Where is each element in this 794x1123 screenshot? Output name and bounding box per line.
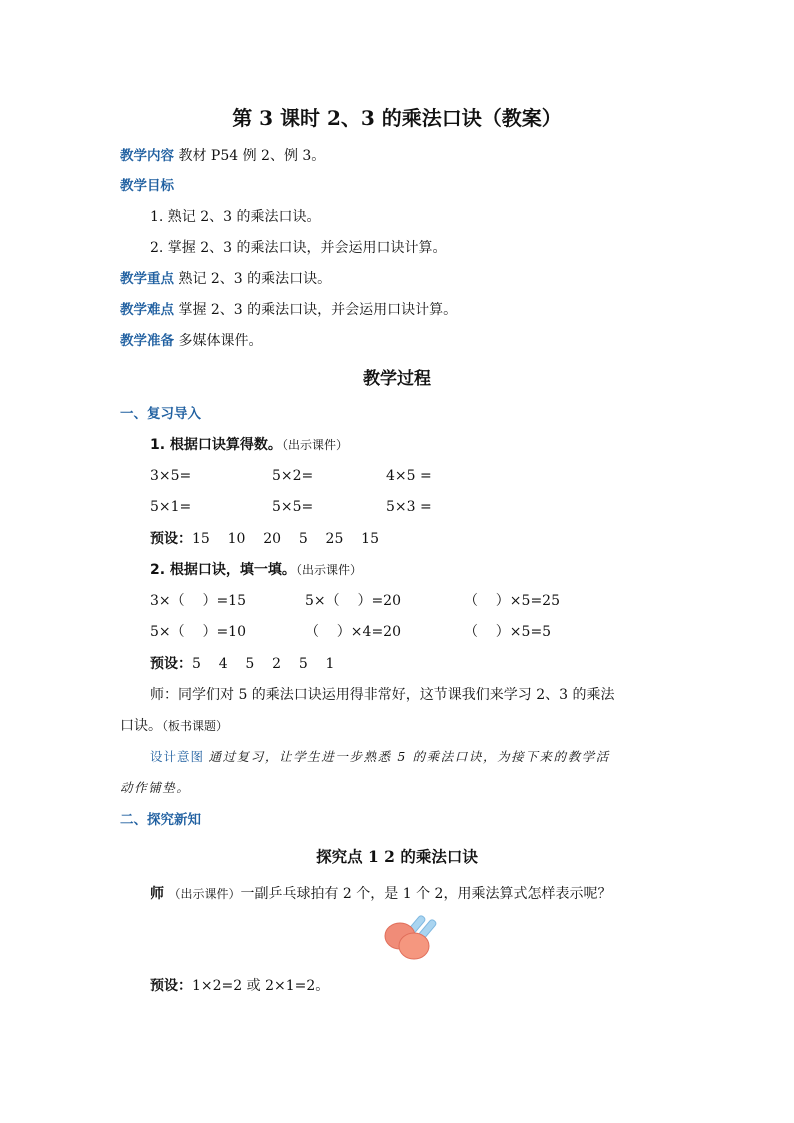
teacher-line-2: 口诀。 [120,718,162,734]
teaching-difficulty [120,300,457,320]
q1-title: 1. 根据口诀算得数。 [150,437,282,453]
key-label: 教学重点 [120,271,174,287]
q2-r2-c3: （ ）×5=5 [464,624,552,640]
goal-item-2: 2. 掌握 2、3 的乘法口诀，并会运用口诀计算。 [150,240,447,256]
process-title: 教学过程 [363,369,431,389]
q1-r1-c1: 3×5= [150,468,192,484]
q1-r1-c3: 4×5 = [386,468,432,484]
key-text: 熟记 2、3 的乘法口诀。 [178,271,332,287]
teaching-content [120,146,325,166]
q1-r2-c2: 5×5= [272,499,314,515]
explore-teacher-row [150,884,611,904]
q2-note: （出示课件） [295,563,362,577]
part2-heading: 二、探究新知 [120,812,201,828]
prep-text: 多媒体课件。 [178,333,263,349]
teacher-note: （板书课题） [162,719,229,733]
content-text: 教材 P54 例 2、例 3。 [178,148,326,164]
q1-note: （出示课件） [281,438,348,452]
q1-r1-c2: 5×2= [272,468,314,484]
explore-subtitle: 探究点 1 2 的乘法口诀 [316,847,478,866]
teaching-key [120,269,331,289]
q1-r2-c3: 5×3 = [386,499,432,515]
explore-answer-text: 1×2=2 或 2×1=2。 [192,978,330,994]
q1-r2-c1: 5×1= [150,499,192,515]
goal-item-1: 1. 熟记 2、3 的乘法口诀。 [150,209,321,225]
q1-answer: 15 10 20 5 25 15 [192,531,379,547]
explore-answer-label: 预设： [150,978,192,994]
design-line-1: 通过复习，让学生进一步熟悉 5 的乘法口诀，为接下来的教学活 [208,749,610,764]
design-intent-row [150,747,610,767]
design-line-2: 动作铺垫。 [120,780,191,795]
q2-r1-c3: （ ）×5=25 [464,593,560,609]
q2-answer-row [150,654,334,674]
teaching-prep [120,331,262,351]
page-title: 第 3 课时 2、3 的乘法口诀（教案） [232,106,562,130]
q1-answer-label: 预设： [150,531,192,547]
difficulty-label: 教学难点 [120,302,174,318]
difficulty-text: 掌握 2、3 的乘法口诀，并会运用口诀计算。 [178,302,458,318]
explore-teacher-label: 师 [150,886,164,902]
q2-answer-label: 预设： [150,656,192,672]
design-label: 设计意图 [150,749,205,764]
teaching-goal-label-row [120,176,174,196]
explore-answer-row [150,976,329,996]
q2-r2-c1: 5×（ ）=10 [150,624,246,640]
q2-r1-c2: 5×（ ）=20 [305,593,401,609]
explore-teacher-note: （出示课件） [168,887,241,901]
q2-r1-c1: 3×（ ）=15 [150,593,246,609]
ping-pong-paddles-icon [380,910,448,966]
q2-r2-c2: （ ）×4=20 [305,624,401,640]
explore-teacher-text: 一副乒乓球拍有 2 个，是 1 个 2，用乘法算式怎样表示呢？ [240,886,612,902]
prep-label: 教学准备 [120,333,174,349]
content-label: 教学内容 [120,148,174,164]
part1-heading: 一、复习导入 [120,406,201,422]
goal-label: 教学目标 [120,178,174,194]
q1-answer-row [150,529,379,549]
q1-title-row [150,435,348,455]
q2-title: 2. 根据口诀，填一填。 [150,562,296,578]
q2-title-row [150,560,362,580]
teacher-line-2-row [120,716,228,736]
teacher-line-1: 师：同学们对 5 的乘法口诀运用得非常好，这节课我们来学习 2、3 的乘法 [150,687,615,703]
q2-answer: 5 4 5 2 5 1 [192,656,335,672]
